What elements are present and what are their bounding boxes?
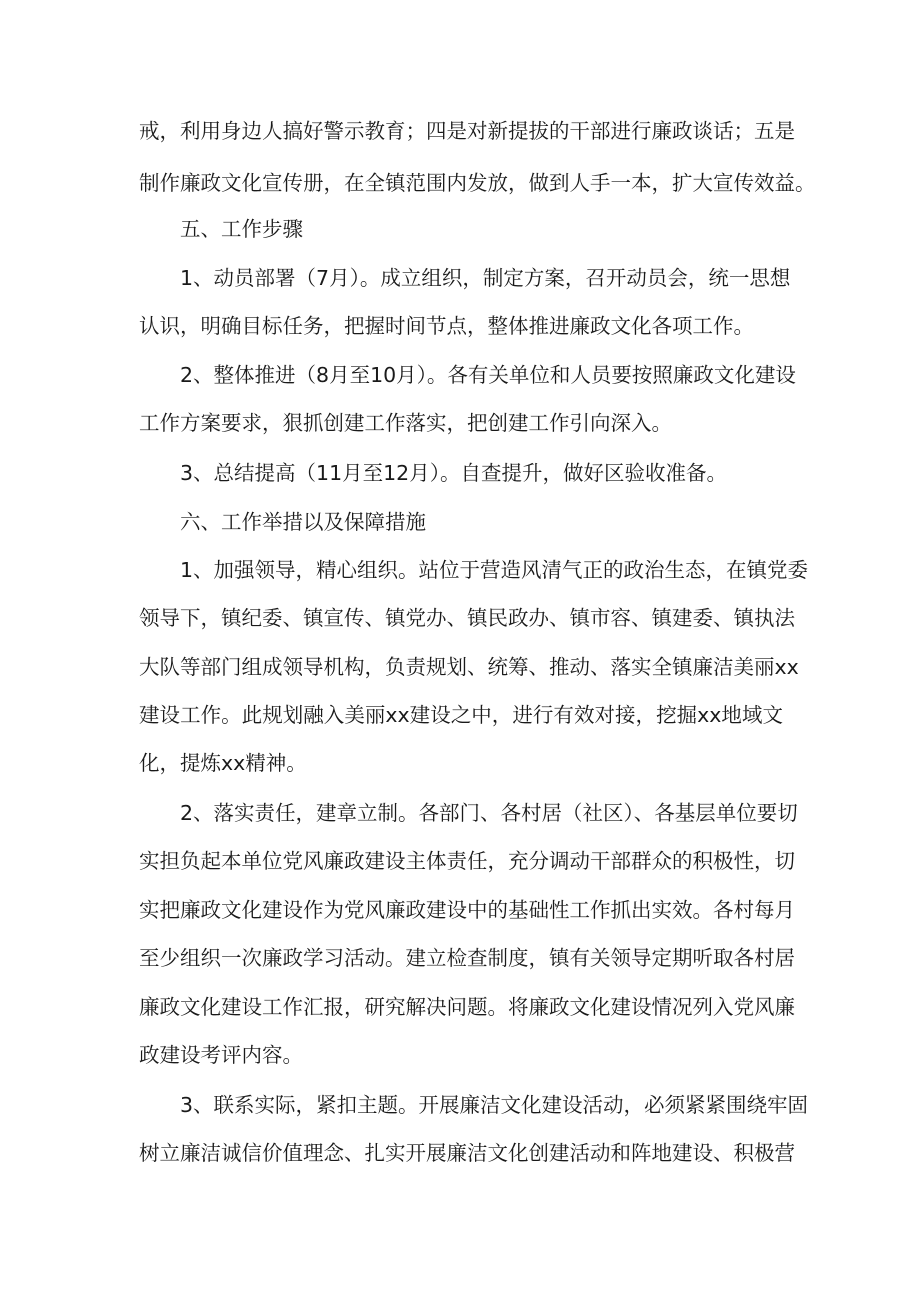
section-heading-5: 五、工作步骤	[180, 217, 303, 241]
text-line: 建设工作。此规划融入美丽xx建设之中，进行有效对接，挖掘xx地域文	[139, 703, 783, 727]
text-line: 政建设考评内容。	[139, 1043, 303, 1067]
text-line: 认识，明确目标任务，把握时间节点，整体推进廉政文化各项工作。	[139, 314, 754, 338]
step-3-line: 3、总结提高（11月至12月）。自查提升，做好区验收准备。	[180, 461, 727, 485]
text-line: 领导下，镇纪委、镇宣传、镇党办、镇民政办、镇市容、镇建委、镇执法	[139, 606, 795, 630]
text-line: 廉政文化建设工作汇报，研究解决问题。将廉政文化建设情况列入党风廉	[139, 995, 795, 1019]
text-line: 工作方案要求，狠抓创建工作落实，把创建工作引向深入。	[139, 411, 672, 435]
measure-3-line: 3、联系实际，紧扣主题。开展廉洁文化建设活动，必须紧紧围绕牢固	[180, 1093, 809, 1117]
text-line: 至少组织一次廉政学习活动。建立检查制度，镇有关领导定期听取各村居	[139, 946, 795, 970]
text-line: 戒，利用身边人搞好警示教育；四是对新提拔的干部进行廉政谈话；五是	[139, 119, 795, 143]
text-line: 实担负起本单位党风廉政建设主体责任，充分调动干部群众的积极性，切	[139, 849, 795, 873]
text-line: 制作廉政文化宣传册，在全镇范围内发放，做到人手一本，扩大宣传效益。	[139, 171, 816, 195]
text-line: 化，提炼xx精神。	[139, 751, 307, 775]
text-line: 树立廉洁诚信价值理念、扎实开展廉洁文化创建活动和阵地建设、积极营	[139, 1141, 795, 1165]
text-line: 实把廉政文化建设作为党风廉政建设中的基础性工作抓出实效。各村每月	[139, 898, 795, 922]
step-2-line: 2、整体推进（8月至10月）。各有关单位和人员要按照廉政文化建设	[180, 363, 796, 387]
measure-2-line: 2、落实责任，建章立制。各部门、各村居（社区）、各基层单位要切	[180, 801, 798, 825]
step-1-line: 1、动员部署（7月）。成立组织，制定方案，召开动员会，统一思想	[180, 266, 791, 290]
text-line: 大队等部门组成领导机构，负责规划、统筹、推动、落实全镇廉洁美丽xx	[139, 655, 799, 679]
section-heading-6: 六、工作举措以及保障措施	[180, 510, 426, 534]
measure-1-line: 1、加强领导，精心组织。站位于营造风清气正的政治生态，在镇党委	[180, 558, 809, 582]
